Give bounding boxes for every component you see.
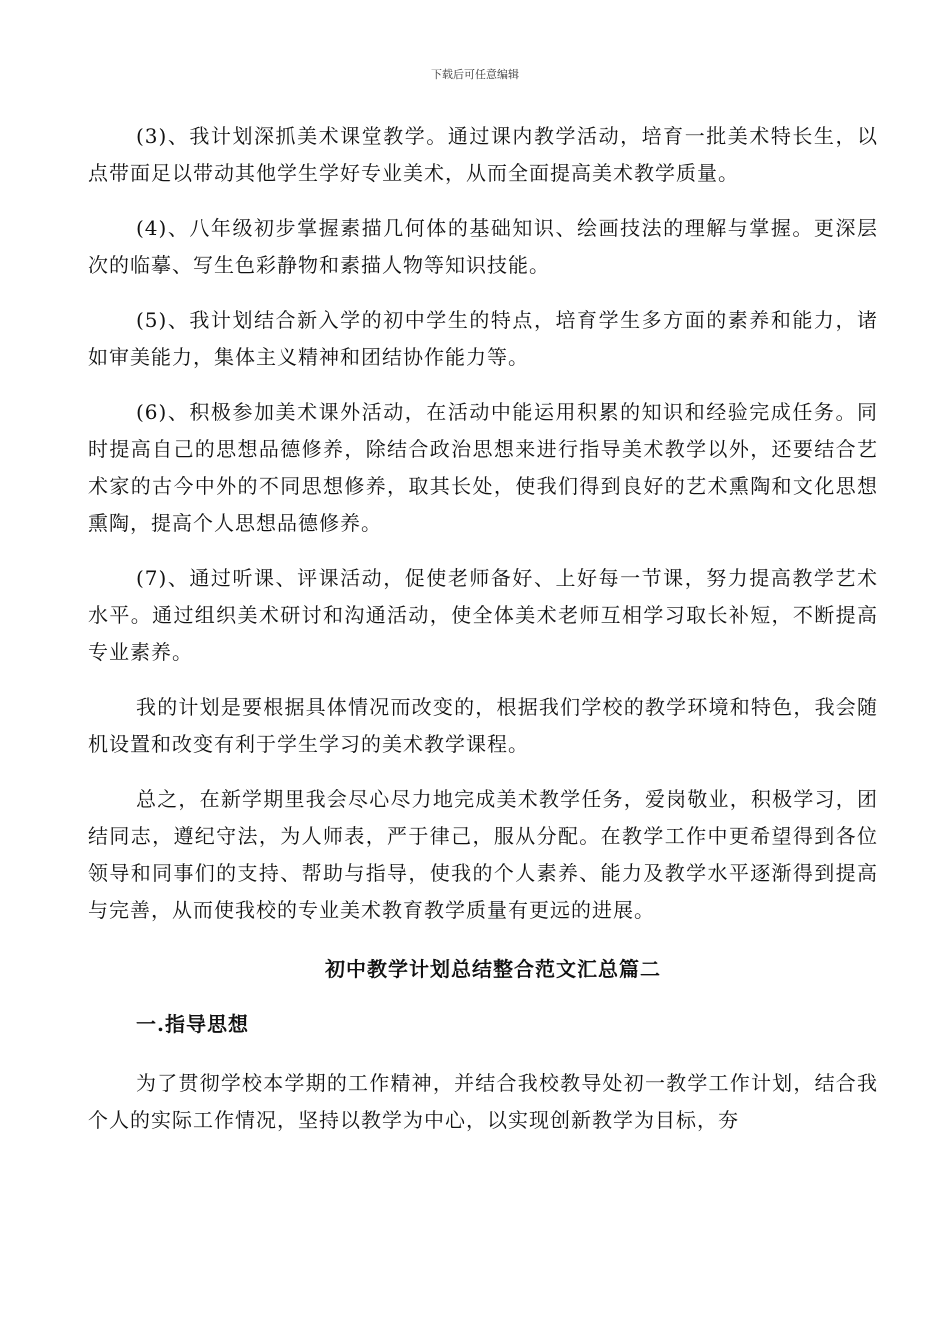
header-note: 下载后可任意编辑 xyxy=(431,68,519,81)
document-body xyxy=(88,118,878,1157)
paragraph-summary: 总之，在新学期里我会尽心尽力地完成美术教学任务，爱岗敬业，积极学习，团结同志，遵纪守法，为人师表，严于律己，服从分配。在教学工作中更希望得到各位领导和同事们的支持、帮助与指导，使我的个人素养、能力及教学水平逐渐得到提高与完善，从而使我校的专业美术教育教学质量有更远的进展。 xyxy=(88,787,878,922)
paragraph-item-6: (6)、积极参加美术课外活动，在活动中能运用积累的知识和经验完成任务。同时提高自己的思想品德修养，除结合政治思想来进行指导美术教学以外，还要结合艺术家的古今中外的不同思想修养，取其长处，使我们得到良好的艺术熏陶和文化思想熏陶，提高个人思想品德修养。 xyxy=(88,400,878,535)
paragraph-plan-note: 我的计划是要根据具体情况而改变的，根据我们学校的教学环境和特色，我会随机设置和改变有利于学生学习的美术教学课程。 xyxy=(88,695,878,756)
paragraph-item-4: (4)、八年级初步掌握素描几何体的基础知识、绘画技法的理解与掌握。更深层次的临摹、写生色彩静物和素描人物等知识技能。 xyxy=(88,216,878,277)
paragraph-item-3: (3)、我计划深抓美术课堂教学。通过课内教学活动，培育一批美术特长生，以点带面足以带动其他学生学好专业美术，从而全面提高美术教学质量。 xyxy=(88,124,878,185)
paragraph-item-5: (5)、我计划结合新入学的初中学生的特点，培育学生多方面的素养和能力，诸如审美能力，集体主义精神和团结协作能力等。 xyxy=(88,308,878,369)
section-title: 初中教学计划总结整合范文汇总篇二 xyxy=(325,957,661,981)
paragraph-guiding-thought: 为了贯彻学校本学期的工作精神，并结合我校教导处初一教学工作计划，结合我个人的实际工作情况，坚持以教学为中心，以实现创新教学为目标，夯 xyxy=(88,1071,878,1132)
sub-heading: 一.指导思想 xyxy=(136,1012,249,1036)
paragraph-item-7: (7)、通过听课、评课活动，促使老师备好、上好每一节课，努力提高教学艺术水平。通过组织美术研讨和沟通活动，使全体美术老师互相学习取长补短，不断提高专业素养。 xyxy=(88,566,878,664)
